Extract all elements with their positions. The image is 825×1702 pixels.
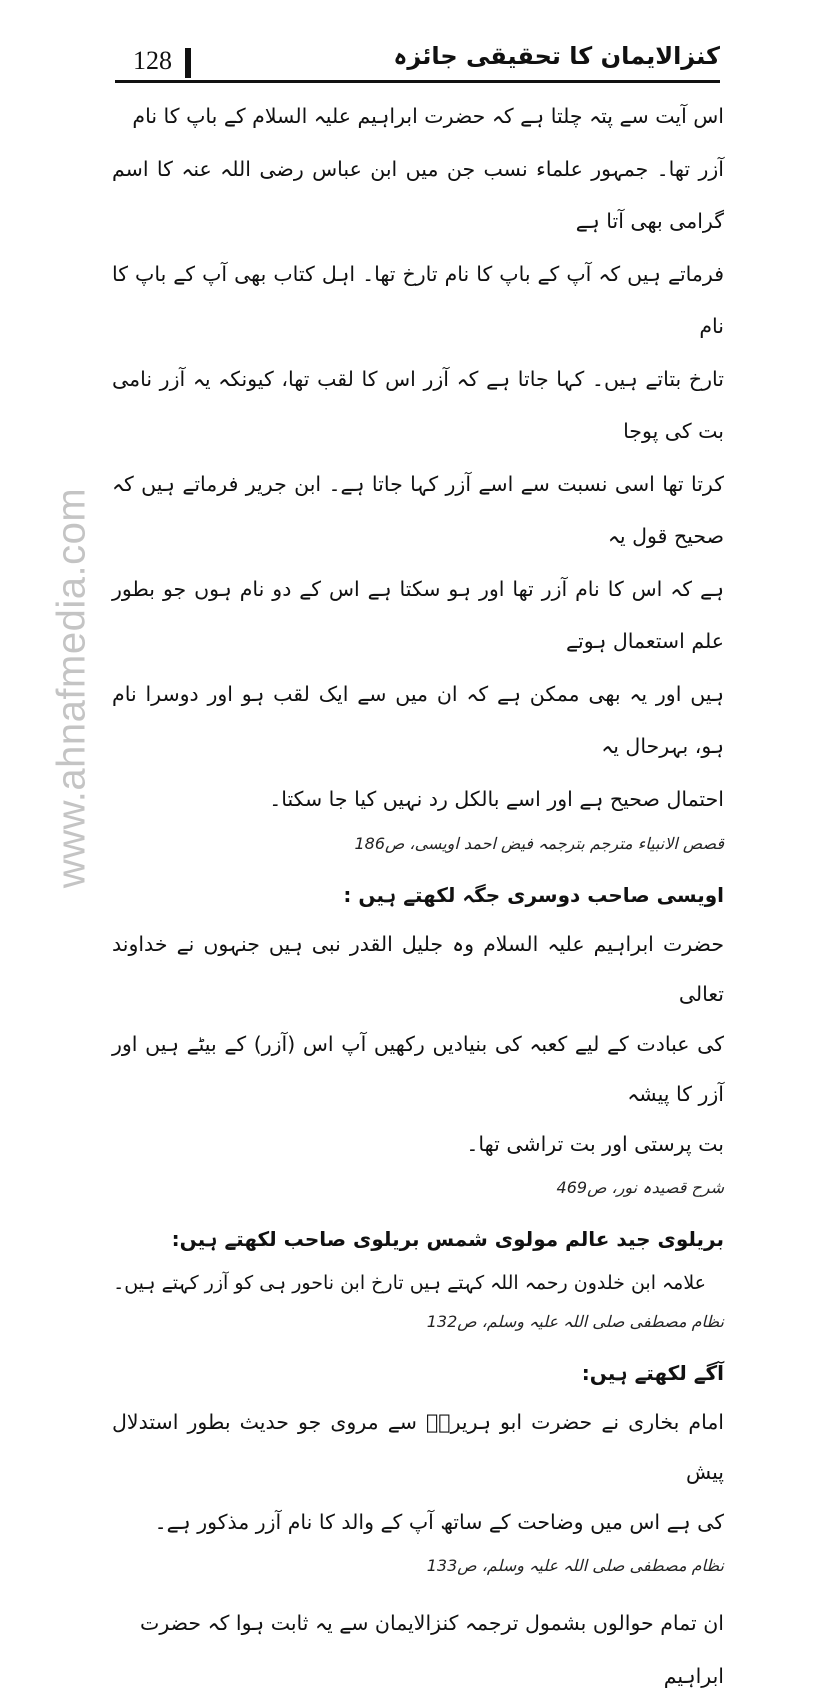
quote-1: [112, 919, 724, 1169]
text-line: امام بخاری نے حضرت ابو ہریرہؓ سے مروی جو حدیث بطور استدلال پیش: [112, 1410, 724, 1484]
text-line: تارخ بتاتے ہیں۔ کہا جاتا ہے کہ آزر اس کا لقب تھا، کیونکہ یہ آزر نامی بت کی پوجا: [112, 366, 724, 443]
heading-1: اویسی صاحب دوسری جگہ لکھتے ہیں :: [343, 883, 724, 907]
page-header: [115, 30, 720, 80]
header-rule: [115, 80, 720, 83]
text-line: کرتا تھا اسی نسبت سے اسے آزر کہا جاتا ہے۔ ابن جریر فرماتے ہیں کہ صحیح قول یہ: [112, 471, 724, 548]
paragraph-2: [112, 1597, 724, 1702]
text-line: آزر تھا۔ جمہور علماء نسب جن میں ابن عباس رضی اللہ عنہ کا اسم گرامی بھی آتا ہے: [112, 156, 724, 233]
text-line: کی ہے اس میں وضاحت کے ساتھ آپ کے والد کا نام آزر مذکور ہے۔: [154, 1510, 724, 1534]
text-line: حضرت ابراہیم علیہ السلام وہ جلیل القدر نبی ہیں جنہوں نے خداوند تعالی: [112, 932, 724, 1006]
citation-4: نظام مصطفی صلی اللہ علیہ وسلم، ص133: [426, 1556, 724, 1575]
watermark: www.ahnafmedia.com: [49, 487, 94, 889]
text-line: کی عبادت کے لیے کعبہ کی بنیادیں رکھیں آپ اس (آزر) کے بیٹے ہیں اور آزر کا پیشہ: [112, 1032, 724, 1106]
text-line: بت پرستی اور بت تراشی تھا۔: [466, 1132, 724, 1156]
text-line: فرماتے ہیں کہ آپ کے باپ کا نام تارخ تھا۔ اہل کتاب بھی آپ کے باپ کا نام: [112, 261, 724, 338]
text-line: احتمال صحیح ہے اور اسے بالکل رد نہیں کیا جا سکتا۔: [269, 786, 724, 811]
text-line: ہے کہ اس کا نام آزر تھا اور ہو سکتا ہے اس کے دو نام ہوں جو بطور علم استعمال ہوتے: [112, 576, 724, 653]
quote-3: [112, 1397, 724, 1547]
heading-3: آگے لکھتے ہیں:: [581, 1361, 724, 1385]
citation-1: قصص الانبیاء مترجم بترجمہ فیض احمد اویسی، ص186: [354, 834, 724, 853]
header-bar: [185, 48, 191, 78]
citation-3: نظام مصطفی صلی اللہ علیہ وسلم، ص132: [426, 1312, 724, 1331]
text-line: ہیں اور یہ بھی ممکن ہے کہ ان میں سے ایک لقب ہو اور دوسرا نام ہو، بہرحال یہ: [112, 681, 724, 758]
running-head: کنزالایمان کا تحقیقی جائزہ: [393, 42, 720, 70]
text-line: ان تمام حوالوں بشمول ترجمہ کنزالایمان سے یہ ثابت ہوا کہ حضرت ابراہیم: [140, 1611, 724, 1688]
citation-2: شرح قصیدہ نور، ص469: [556, 1178, 724, 1197]
page-number: 128: [133, 46, 172, 75]
heading-2: بریلوی جید عالم مولوی شمس بریلوی صاحب لکھتے ہیں:: [171, 1227, 724, 1251]
page-content: [112, 90, 724, 1702]
quote-2: علامہ ابن خلدون رحمہ اللہ کہتے ہیں تارخ ابن ناحور ہی کو آزر کہتے ہیں۔: [113, 1272, 706, 1294]
paragraph-1: [112, 90, 724, 825]
text-line: اس آیت سے پتہ چلتا ہے کہ حضرت ابراہیم علیہ السلام کے باپ کا نام: [132, 104, 724, 128]
